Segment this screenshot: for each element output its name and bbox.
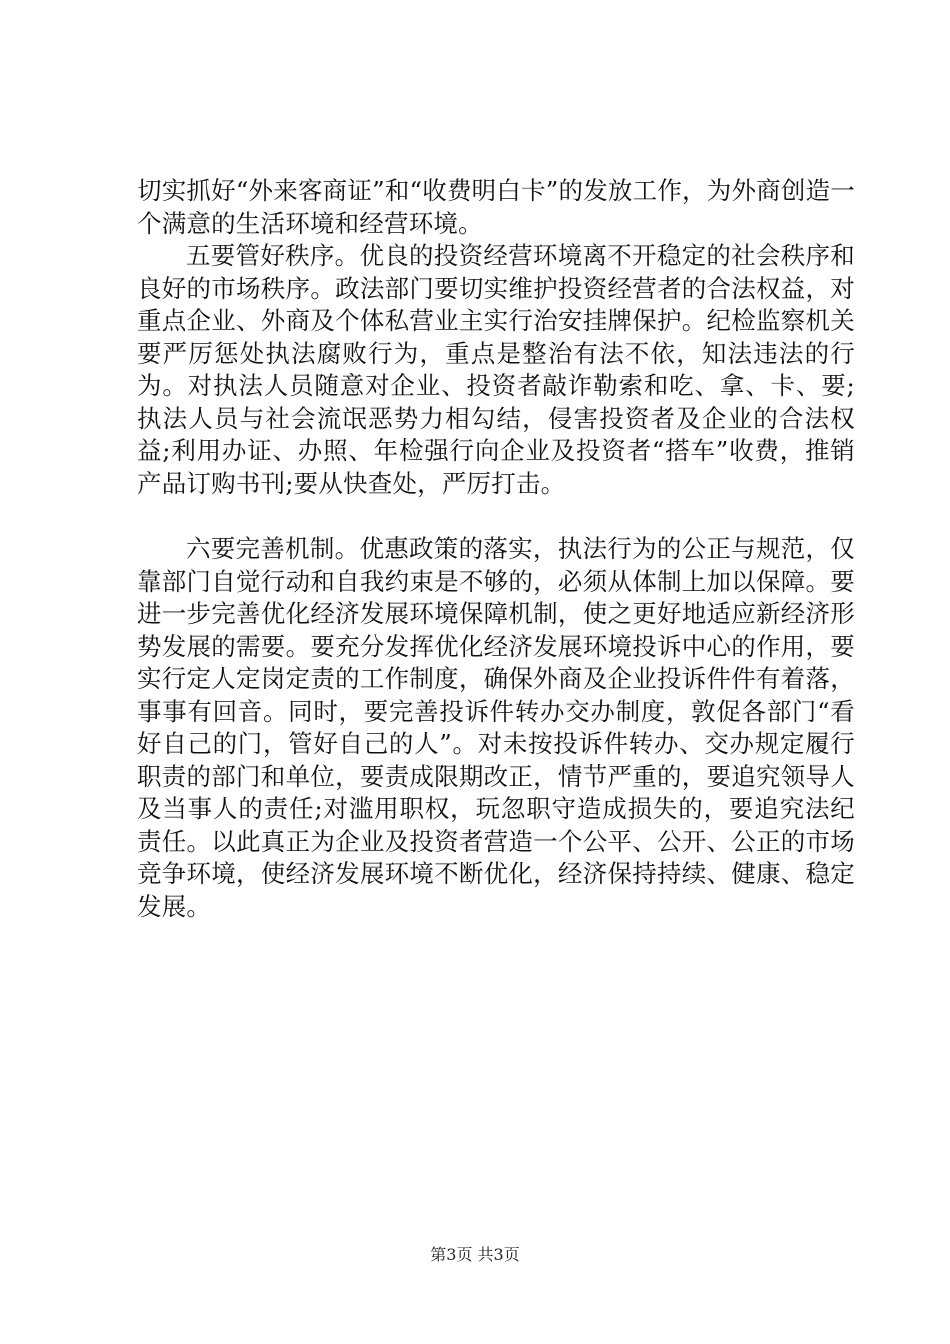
- document-body: [137, 175, 855, 923]
- paragraph-mechanism: 六要完善机制。优惠政策的落实，执法行为的公正与规范，仅靠部门自觉行动和自我约束是不够的，必须从体制上加以保障。要进一步完善优化经济发展环境保障机制，使之更好地适应新经济形势发展的需要。要充分发挥优化经济发展环境投诉中心的作用，要实行定人定岗定责的工作制度，确保外商及企业投诉件件有着落，事事有回音。同时，要完善投诉件转办交办制度，敦促各部门“看好自己的门，管好自己的人”。对未按投诉件转办、交办规定履行职责的部门和单位，要责成限期改正，情节严重的，要追究领导人及当事人的责任;对滥用职权，玩忽职守造成损失的，要追究法纪责任。以此真正为企业及投资者营造一个公平、公开、公正的市场竞争环境，使经济发展环境不断优化，经济保持持续、健康、稳定发展。: [137, 534, 855, 921]
- paragraph-continuation: 切实抓好“外来客商证”和“收费明白卡”的发放工作，为外商创造一个满意的生活环境和经营环境。: [137, 176, 855, 238]
- paragraph-order: 五要管好秩序。优良的投资经营环境离不开稳定的社会秩序和良好的市场秩序。政法部门要切实维护投资经营者的合法权益，对重点企业、外商及个体私营业主实行治安挂牌保护。纪检监察机关要严厉惩处执法腐败行为，重点是整治有法不依，知法违法的行为。对执法人员随意对企业、投资者敲诈勒索和吃、拿、卡、要;执法人员与社会流氓恶势力相勾结，侵害投资者及企业的合法权益;利用办证、办照、年检强行向企业及投资者“搭车”收费，推销产品订购书刊;要从快查处，严厉打击。: [137, 241, 855, 498]
- page-number-footer: 第3页 共3页: [430, 1245, 520, 1264]
